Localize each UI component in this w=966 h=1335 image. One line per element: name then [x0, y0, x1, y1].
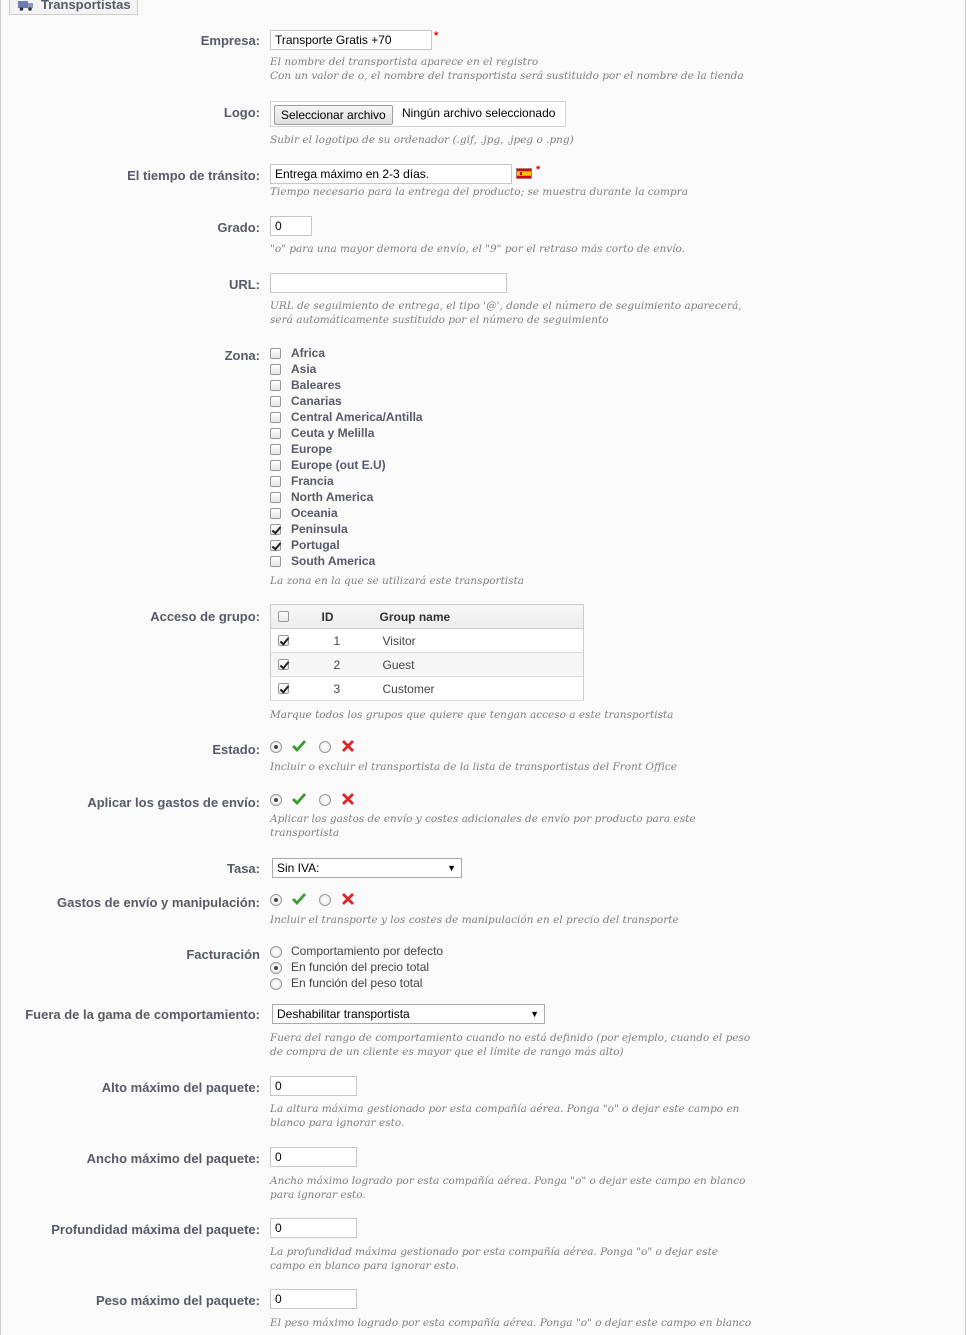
url-input[interactable]: [270, 273, 507, 293]
max-height-hint-1: La altura máxima gestionado por esta compañía aérea. Ponga "o" o dejar este campo en: [270, 1103, 740, 1115]
groups-hint: Marque todos los grupos que quiere que tengan acceso a este transportista: [270, 709, 674, 721]
group-row: [271, 629, 584, 653]
zone-checkbox[interactable]: [270, 476, 281, 487]
check-icon: [292, 739, 306, 753]
group-name: Visitor: [379, 629, 584, 653]
cross-icon: [341, 792, 355, 806]
zone-label: Africa: [291, 346, 326, 360]
zone-checkbox[interactable]: [270, 428, 281, 439]
billing-option-label: Comportamiento por defecto: [291, 944, 444, 958]
select-file-button[interactable]: Seleccionar archivo: [274, 105, 393, 125]
max-width-hint-1: Ancho máximo logrado por esta compañía aérea. Ponga "o" o dejar este campo en blanco: [270, 1175, 746, 1187]
out-of-range-hint-1: Fuera del rango de comportamiento cuando no está definido (por ejemplo, cuando el peso: [270, 1032, 751, 1044]
group-id: 2: [321, 653, 379, 677]
zones-hint: La zona en la que se utilizará este transportista: [270, 575, 525, 587]
group-id: 1: [321, 629, 379, 653]
max-depth-hint-1: La profundidad máxima gestionado por esta compañía aérea. Ponga "o" o dejar este: [270, 1246, 719, 1258]
estado-yes-radio[interactable]: [270, 741, 282, 753]
shipping-costs-hint-1: Aplicar los gastos de envío y costes adicionales de envío por producto para este: [270, 813, 696, 825]
zone-label: Portugal: [291, 538, 340, 552]
url-label: URL:: [228, 277, 260, 292]
out-of-range-select-value: Deshabilitar transportista: [277, 1007, 410, 1021]
grade-input[interactable]: [270, 216, 312, 236]
cross-icon: [341, 739, 355, 753]
shipping-costs-label: Aplicar los gastos de envío:: [87, 795, 260, 810]
estado-hint: Incluir o excluir el transportista de la lista de transportistas del Front Office: [270, 761, 677, 773]
transit-label: El tiempo de tránsito:: [127, 168, 260, 183]
zone-label: Oceania: [291, 506, 338, 520]
empresa-input[interactable]: [270, 30, 432, 50]
max-width-hint-2: para ignorar esto.: [270, 1189, 366, 1201]
url-hint-2: será automáticamente sustituido por el número de seguimiento: [270, 314, 609, 326]
handling-label: Gastos de envío y manipulación:: [57, 895, 260, 910]
zone-label: Ceuta y Melilla: [291, 426, 375, 440]
max-weight-label: Peso máximo del paquete:: [96, 1293, 260, 1308]
out-of-range-label: Fuera de la gama de comportamiento:: [25, 1007, 260, 1022]
spain-flag-icon[interactable]: [516, 168, 532, 179]
section-title: Transportistas: [41, 0, 131, 12]
logo-hint: Subir el logotipo de su ordenador (.gif, .jpg, .jpeg o .png): [270, 134, 574, 146]
url-hint-1: URL de seguimiento de entrega, el tipo '@', donde el número de seguimiento aparecerá,: [270, 300, 742, 312]
max-height-label: Alto máximo del paquete:: [101, 1080, 260, 1095]
shipping-costs-hint-2: transportista: [270, 827, 340, 839]
empresa-hint-2: Con un valor de o, el nombre del transportista será sustituido por el nombre de la tienda: [270, 70, 744, 82]
group-checkbox[interactable]: [278, 659, 289, 670]
group-name: Customer: [379, 677, 584, 701]
zone-checkbox[interactable]: [270, 540, 281, 551]
max-depth-hint-2: campo en blanco para ignorar esto.: [270, 1260, 460, 1272]
group-id: 3: [321, 677, 379, 701]
group-row: [271, 677, 584, 701]
max-width-label: Ancho máximo del paquete:: [86, 1151, 260, 1166]
zone-checkbox[interactable]: [270, 492, 281, 503]
estado-label: Estado:: [212, 742, 260, 757]
check-icon: [292, 792, 306, 806]
group-checkbox[interactable]: [278, 683, 289, 694]
estado-no-radio[interactable]: [319, 741, 331, 753]
groups-header-row: [271, 605, 584, 629]
file-upload: [270, 101, 566, 127]
out-of-range-hint-2: de compra de un cliente es mayor que el límite de rango más alto): [270, 1046, 624, 1058]
billing-option-label: En función del precio total: [291, 960, 430, 974]
groups-table: [270, 604, 584, 701]
zone-label: South America: [291, 554, 376, 568]
zones-label: Zona:: [224, 348, 260, 363]
zone-checkbox[interactable]: [270, 380, 281, 391]
zone-checkbox[interactable]: [270, 348, 281, 359]
handling-hint: Incluir el transporte y los costes de manipulación en el precio del transporte: [270, 914, 679, 926]
max-height-hint-2: blanco para ignorar esto.: [270, 1117, 405, 1129]
file-status: Ningún archivo seleccionado: [402, 106, 556, 120]
max-depth-label: Profundidad máxima del paquete:: [51, 1222, 260, 1237]
tax-select-value: Sin IVA:: [277, 861, 320, 875]
grade-hint: "o" para una mayor demora de envío, el "9" por el retraso más corto de envío.: [270, 243, 685, 255]
transit-hint: Tiempo necesario para la entrega del producto; se muestra durante la compra: [270, 186, 688, 198]
zone-label: Asia: [291, 362, 317, 376]
zone-label: Europe (out E.U): [291, 458, 386, 472]
dropdown-arrow-icon: ▼: [530, 1009, 539, 1019]
billing-label: Facturación: [186, 947, 260, 962]
empresa-label: Empresa:: [200, 33, 260, 48]
logo-label: Logo:: [223, 105, 260, 120]
zone-label: Peninsula: [291, 522, 348, 536]
select-all-cell: [271, 605, 321, 629]
shipping-costs-no-radio[interactable]: [319, 794, 331, 806]
required-mark: *: [434, 30, 439, 42]
zone-checkbox[interactable]: [270, 524, 281, 535]
max-weight-hint-1: El peso máximo logrado por esta compañía aérea. Ponga "o" o dejar este campo en blanco: [270, 1317, 752, 1329]
col-id: ID: [321, 605, 379, 629]
zone-checkbox[interactable]: [270, 412, 281, 423]
group-select-cell: [271, 653, 321, 677]
handling-yes-radio[interactable]: [270, 894, 282, 906]
tax-select[interactable]: [272, 858, 462, 878]
zone-checkbox[interactable]: [270, 460, 281, 471]
billing-radio[interactable]: [270, 978, 282, 990]
zone-label: Europe: [291, 442, 333, 456]
zone-checkbox[interactable]: [270, 364, 281, 375]
max-height-input[interactable]: [270, 1076, 357, 1096]
group-select-cell: [271, 677, 321, 701]
out-of-range-select[interactable]: [272, 1004, 545, 1024]
group-row: [271, 653, 584, 677]
shipping-costs-yes-radio[interactable]: [270, 794, 282, 806]
zone-label: Baleares: [291, 378, 342, 392]
required-mark: *: [536, 164, 541, 176]
billing-option-label: En función del peso total: [291, 976, 423, 990]
groups-label: Acceso de grupo:: [150, 609, 260, 624]
zone-label: North America: [291, 490, 374, 504]
truck-icon: [18, 0, 34, 10]
select-all-checkbox[interactable]: [278, 611, 289, 622]
grade-label: Grado:: [217, 220, 260, 235]
tax-label: Tasa:: [227, 861, 260, 876]
zone-checkbox[interactable]: [270, 556, 281, 567]
section-legend: [9, 0, 138, 15]
max-depth-input[interactable]: [270, 1218, 357, 1238]
zone-checkbox[interactable]: [270, 396, 281, 407]
billing-radio[interactable]: [270, 962, 282, 974]
empresa-hint-1: El nombre del transportista aparece en el registro: [270, 56, 539, 68]
handling-no-radio[interactable]: [319, 894, 331, 906]
dropdown-arrow-icon: ▼: [447, 863, 456, 873]
zone-checkbox[interactable]: [270, 508, 281, 519]
cross-icon: [341, 892, 355, 906]
check-icon: [292, 892, 306, 906]
billing-radio[interactable]: [270, 946, 282, 958]
max-width-input[interactable]: [270, 1147, 357, 1167]
zone-label: Francia: [291, 474, 334, 488]
group-checkbox[interactable]: [278, 635, 289, 646]
zone-label: Central America/Antilla: [291, 410, 423, 424]
zone-label: Canarias: [291, 394, 342, 408]
zone-checkbox[interactable]: [270, 444, 281, 455]
group-select-cell: [271, 629, 321, 653]
transit-input[interactable]: [270, 164, 512, 184]
max-weight-input[interactable]: [270, 1289, 357, 1309]
col-group-name: Group name: [379, 605, 584, 629]
group-name: Guest: [379, 653, 584, 677]
